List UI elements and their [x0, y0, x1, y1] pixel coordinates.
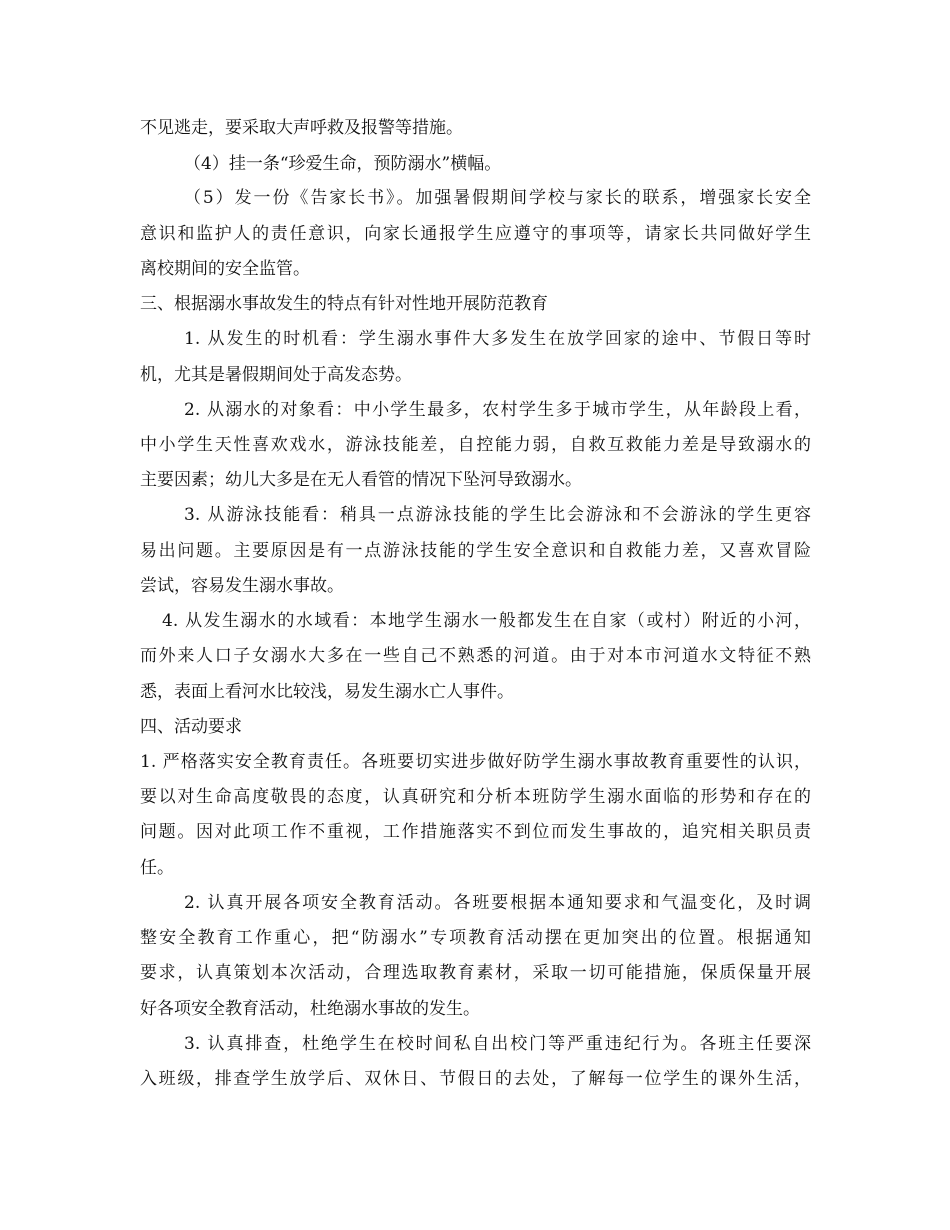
text-line: 4. 从发生溺水的水域看：本地学生溺水一般都发生在自家（或村）附近的小河， — [162, 611, 811, 631]
text-line: 易出问题。主要原因是有一点游泳技能的学生安全意识和自救能力差，又喜欢冒险 — [140, 541, 811, 561]
text-line: （4）挂一条“珍爱生命，预防溺水”横幅。 — [184, 154, 502, 174]
text-line: （5）发一份《告家长书》。加强暑假期间学校与家长的联系，增强家长安全 — [184, 188, 811, 208]
text-line: 2. 认真开展各项安全教育活动。各班要根据本通知要求和气温变化，及时调 — [184, 893, 811, 913]
text-line: 离校期间的安全监管。 — [140, 259, 310, 279]
text-line: 1. 从发生的时机看：学生溺水事件大多发生在放学回家的途中、节假日等时 — [184, 329, 811, 349]
text-line: 不见逃走，要采取大声呼救及报警等措施。 — [140, 118, 463, 138]
text-line: 1. 严格落实安全教育责任。各班要切实进步做好防学生溺水事故教育重要性的认识， — [140, 752, 811, 772]
text-line: 问题。因对此项工作不重视，工作措施落实不到位而发生事故的，追究相关职员责 — [140, 822, 811, 842]
text-line: 好各项安全教育活动，杜绝溺水事故的发生。 — [140, 999, 480, 1019]
section-heading: 四、活动要求 — [140, 717, 242, 737]
section-heading: 三、根据溺水事故发生的特点有针对性地开展防范教育 — [140, 294, 548, 314]
text-line: 要求，认真策划本次活动，合理选取教育素材，采取一切可能措施，保质保量开展 — [140, 963, 811, 983]
text-line: 中小学生天性喜欢戏水，游泳技能差，自控能力弱，自救互救能力差是导致溺水的 — [140, 435, 811, 455]
text-line: 意识和监护人的责任意识，向家长通报学生应遵守的事项等，请家长共同做好学生 — [140, 224, 811, 244]
text-line: 要以对生命高度敬畏的态度，认真研究和分析本班防学生溺水面临的形势和存在的 — [140, 787, 811, 807]
text-line: 任。 — [140, 858, 174, 878]
text-line: 2. 从溺水的对象看：中小学生最多，农村学生多于城市学生，从年龄段上看， — [184, 400, 811, 420]
text-line: 机，尤其是暑假期间处于高发态势。 — [140, 365, 412, 385]
text-line: 入班级，排查学生放学后、双休日、节假日的去处，了解每一位学生的课外生活， — [140, 1069, 811, 1089]
text-line: 3. 从游泳技能看：稍具一点游泳技能的学生比会游泳和不会游泳的学生更容 — [184, 505, 811, 525]
text-line: 而外来人口子女溺水大多在一些自己不熟悉的河道。由于对本市河道水文特征不熟 — [140, 646, 811, 666]
text-line: 尝试，容易发生溺水事故。 — [140, 576, 344, 596]
text-line: 3. 认真排查，杜绝学生在校时间私自出校门等严重违纪行为。各班主任要深 — [184, 1034, 811, 1054]
text-line: 悉，表面上看河水比较浅，易发生溺水亡人事件。 — [140, 682, 514, 702]
text-line: 主要因素；幼儿大多是在无人看管的情况下坠河导致溺水。 — [140, 470, 582, 490]
text-line: 整安全教育工作重心，把“防溺水”专项教育活动摆在更加突出的位置。根据通知 — [140, 928, 811, 948]
